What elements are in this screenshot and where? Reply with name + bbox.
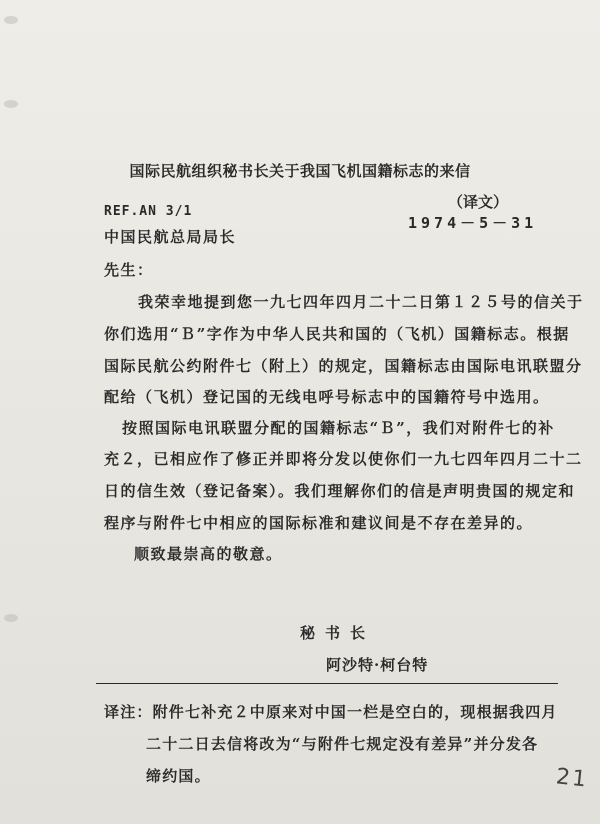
- punch-hole-mark: [4, 614, 18, 622]
- signature-title: 秘书长: [300, 624, 376, 642]
- reference-number: REF.AN 3/1: [104, 204, 193, 219]
- body-line: 程序与附件七中相应的国际标准和建议间是不存在差异的。: [104, 514, 534, 532]
- document-date: 1974－5－31: [408, 214, 538, 232]
- body-line: 你们选用“Ｂ”字作为中华人民共和国的（飞机）国籍标志。根据: [104, 325, 570, 343]
- body-line: 日的信生效（登记备案）。我们理解你们的信是声明贵国的规定和: [104, 482, 576, 500]
- body-line: 国际民航公约附件七（附上）的规定，国籍标志由国际电讯联盟分: [104, 357, 583, 375]
- punch-hole-mark: [4, 16, 18, 24]
- body-line: 我荣幸地提到您一九七四年四月二十二日第１２５号的信关于: [138, 293, 584, 311]
- document-title: 国际民航组织秘书长关于我国飞机国籍标志的来信: [129, 162, 471, 180]
- body-line: 充２，已相应作了修正并即将分发以使你们一九七四年四月二十二: [104, 450, 583, 468]
- closing-line: 顺致最崇高的敬意。: [134, 545, 283, 563]
- signature-name: 阿沙特·柯台特: [326, 656, 429, 674]
- translation-tag: （译文）: [448, 193, 509, 211]
- divider: [96, 683, 558, 684]
- addressee: 中国民航总局局长: [104, 228, 237, 246]
- punch-hole-mark: [4, 100, 18, 108]
- translator-note-line: 二十二日去信将改为“与附件七规定没有差异”并分发各: [146, 735, 539, 753]
- handwritten-page-number: 21: [554, 764, 590, 793]
- translator-note-line: 译注：附件七补充２中原来对中国一栏是空白的，现根据我四月: [104, 703, 558, 721]
- body-line: 按照国际电讯联盟分配的国籍标志“Ｂ”，我们对附件七的补: [122, 419, 555, 437]
- body-line: 配给（飞机）登记国的无线电呼号标志中的国籍符号中选用。: [104, 388, 550, 406]
- salutation: 先生：: [104, 261, 154, 279]
- translator-note-line: 缔约国。: [146, 767, 211, 785]
